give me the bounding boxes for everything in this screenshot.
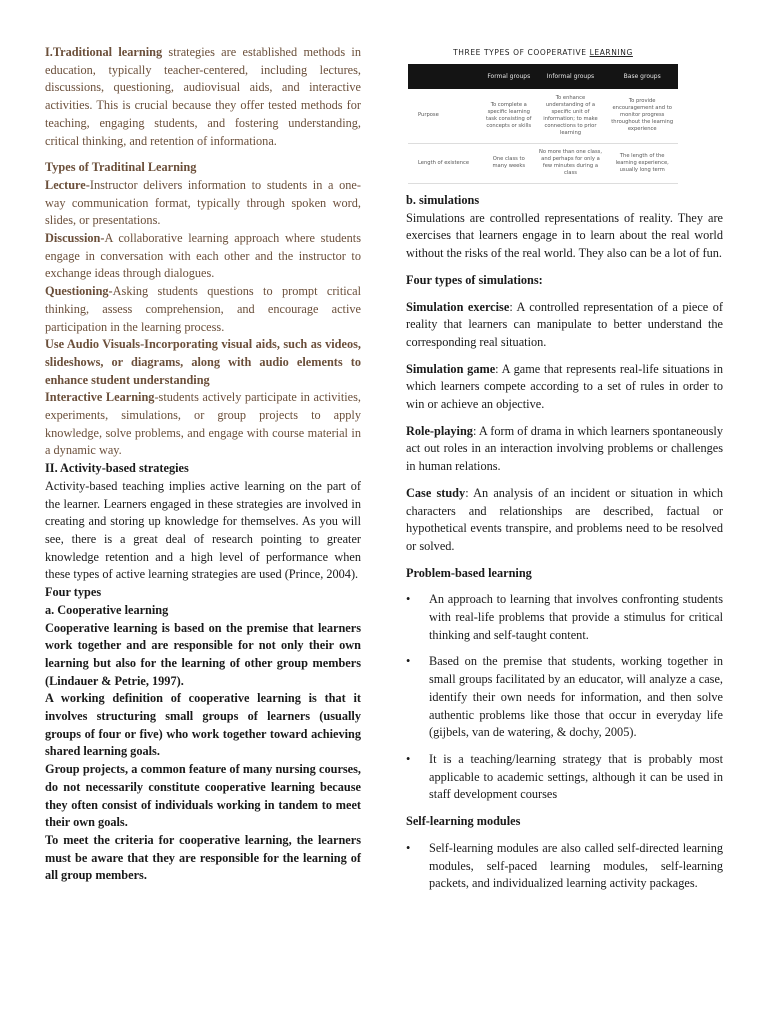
cooperative-learning-table-figure — [408, 48, 678, 192]
activity-heading: II. Activity-based strategies — [45, 461, 189, 476]
questioning-label: Questioning- — [45, 284, 113, 299]
figure-title-main: THREE TYPES OF COOPERATIVE — [453, 48, 590, 57]
simulation-game-paragraph — [406, 361, 723, 414]
simulations-heading: b. simulations — [406, 193, 480, 207]
table-cell: One class to many weeks — [483, 143, 535, 183]
list-item-text: Self-learning modules are also called self-directed learning modules, self-paced learning modules, self-learning packets, and individualized learning activity packages. — [429, 840, 723, 891]
table-cell: To complete a specific learning task consisting of concepts or skills — [483, 89, 535, 143]
bullet-icon: • — [406, 840, 411, 855]
left-column — [45, 44, 361, 885]
slm-list — [406, 840, 723, 893]
coop-paragraph-4: To meet the criteria for cooperative learning, the learners must be aware that they are responsible for the learning of all group members. — [45, 832, 361, 883]
figure-title-underlined: LEARNING — [589, 48, 633, 57]
table-header-cell: Base groups — [606, 64, 678, 89]
four-types-heading: Four types — [45, 585, 102, 600]
right-column — [406, 192, 723, 893]
lecture-label: Lecture- — [45, 177, 90, 192]
interactive-paragraph — [45, 389, 361, 460]
list-item — [406, 751, 723, 804]
intro-label: I.Traditional learning — [45, 45, 163, 59]
role-playing-paragraph — [406, 423, 723, 476]
bullet-icon: • — [406, 751, 411, 766]
figure-title — [408, 48, 678, 57]
table-row — [408, 143, 678, 183]
cooperative-learning-table — [408, 64, 678, 184]
list-item-text: Based on the premise that students, working together in small groups facilitated by an educator, will analyze a case, identify their own needs for information, and then solve authentic problems like those that occur in everyday life (gijbels, van de watering, & dochy, 2005). — [429, 654, 723, 740]
case-study-paragraph — [406, 485, 723, 556]
coop-paragraph-3: Group projects, a common feature of many nursing courses, do not necessarily constitute cooperative learning because they often consist of individuals working in tandem to meet their own goals. — [45, 762, 361, 830]
table-cell: No more than one class, and perhaps for only a few minutes during a class — [535, 143, 607, 183]
table-cell: To provide encouragement and to monitor progress throughout the learning experience — [606, 89, 678, 143]
discussion-text: A collaborative learning approach where students engage in conversation with each other and the instructor to exchange ideas through dialogues. — [45, 231, 361, 281]
table-cell: Length of existence — [408, 143, 483, 183]
questioning-paragraph — [45, 283, 361, 336]
simulation-game-text: : A game that represents real-life situations in which learners compete according to a set of rules in order to win or achieve an objective. — [406, 361, 723, 412]
list-item-text: It is a teaching/learning strategy that is probably most applicable to academic settings, although it can be used in staff development courses — [429, 751, 723, 802]
list-item — [406, 840, 723, 893]
table-header-cell — [408, 64, 483, 89]
list-item-text: An approach to learning that involves confronting students with real-life problems that provide a stimulus for critical thinking and self-taught content. — [429, 592, 723, 642]
activity-paragraph: Activity-based teaching implies active learning on the part of the learner. Learners engaged in these strategies are involved in creating and storing up knowledge for themselves. As you will see, there is a great deal of research pointing to greater knowledge retention and a high level of performance when these types of active learning strategies are used (Prince, 2004). — [45, 478, 361, 582]
discussion-label: Discussion- — [45, 231, 105, 246]
table-header-row — [408, 64, 678, 89]
table-row — [408, 89, 678, 143]
role-playing-label: Role-playing — [406, 423, 473, 438]
simulation-exercise-label: Simulation exercise — [406, 299, 510, 314]
coop-heading: a. Cooperative learning — [45, 602, 169, 617]
pbl-list — [406, 591, 723, 804]
bullet-icon: • — [406, 592, 411, 607]
simulation-game-label: Simulation game — [406, 361, 496, 376]
simulation-exercise-text: : A controlled representation of a piece of reality that learners can manipulate to better understand the corresponding real situation. — [406, 299, 723, 349]
coop-paragraph-1: Cooperative learning is based on the premise that learners work together and are responsible for not only their own learning but also for the learning of other group members (Lindauer & Petrie, 1997). — [45, 620, 361, 688]
table-cell: To enhance understanding of a specific unit of information; to make connections to prior learning — [535, 89, 607, 143]
table-cell: The length of the learning experience, usually long term — [606, 143, 678, 183]
lecture-text: Instructor delivers information to students in a one-way communication format, typically through spoken word, slides, or presentations. — [45, 177, 361, 228]
simulation-exercise-paragraph — [406, 299, 723, 352]
slm-heading: Self-learning modules — [406, 814, 521, 829]
simulations-paragraph: Simulations are controlled representations of reality. They are exercises that learners engage in to learn about the real world without the risks of the real world. They also can be a lot of fun. — [406, 210, 723, 261]
coop-paragraph-2: A working definition of cooperative learning is that it involves structuring small groups of learners (usually groups of four or five) who work together toward achieving shared learning goals. — [45, 691, 361, 759]
table-header-cell: Informal groups — [535, 64, 607, 89]
list-item — [406, 591, 723, 644]
audio-visuals-paragraph: Use Audio Visuals-Incorporating visual aids, such as videos, slideshows, or diagrams, along with audio elements to enhance student understanding — [45, 337, 361, 387]
interactive-label: Interactive Learning — [45, 390, 155, 405]
role-playing-text: : A form of drama in which learners spontaneously act out roles in an interaction involving problems or challenges in human relations. — [406, 423, 723, 474]
case-study-label: Case study — [406, 485, 466, 500]
table-cell: Purpose — [408, 89, 483, 143]
pbl-heading: Problem-based learning — [406, 565, 532, 580]
intro-text: strategies are established methods in education, typically teacher-centered, including lectures, discussions, questioning, audiovisual aids, and interactive activities. This is crucial because they offer tested methods for teaching, engaging students, and fostering understanding, critical thinking, and retention of informationa. — [45, 45, 361, 148]
four-simulations-heading: Four types of simulations: — [406, 272, 543, 287]
discussion-paragraph — [45, 230, 361, 283]
lecture-paragraph — [45, 177, 361, 230]
intro-paragraph — [45, 44, 361, 150]
bullet-icon: • — [406, 654, 411, 669]
list-item — [406, 653, 723, 742]
questioning-text: Asking students questions to prompt critical thinking, assess comprehension, and encourage active participation in the learning process. — [45, 284, 361, 334]
case-study-text: : An analysis of an incident or situation in which characters and relationships are described, factual or hypothetical events transpire, and problems need to be resolved or solved. — [406, 485, 723, 553]
table-header-cell: Formal groups — [483, 64, 535, 89]
interactive-text: -students actively participate in activities, experiments, simulations, or group projects to apply knowledge, solve problems, and engage with course material in a dynamic way. — [45, 390, 361, 458]
types-heading: Types of Traditinal Learning — [45, 160, 197, 175]
